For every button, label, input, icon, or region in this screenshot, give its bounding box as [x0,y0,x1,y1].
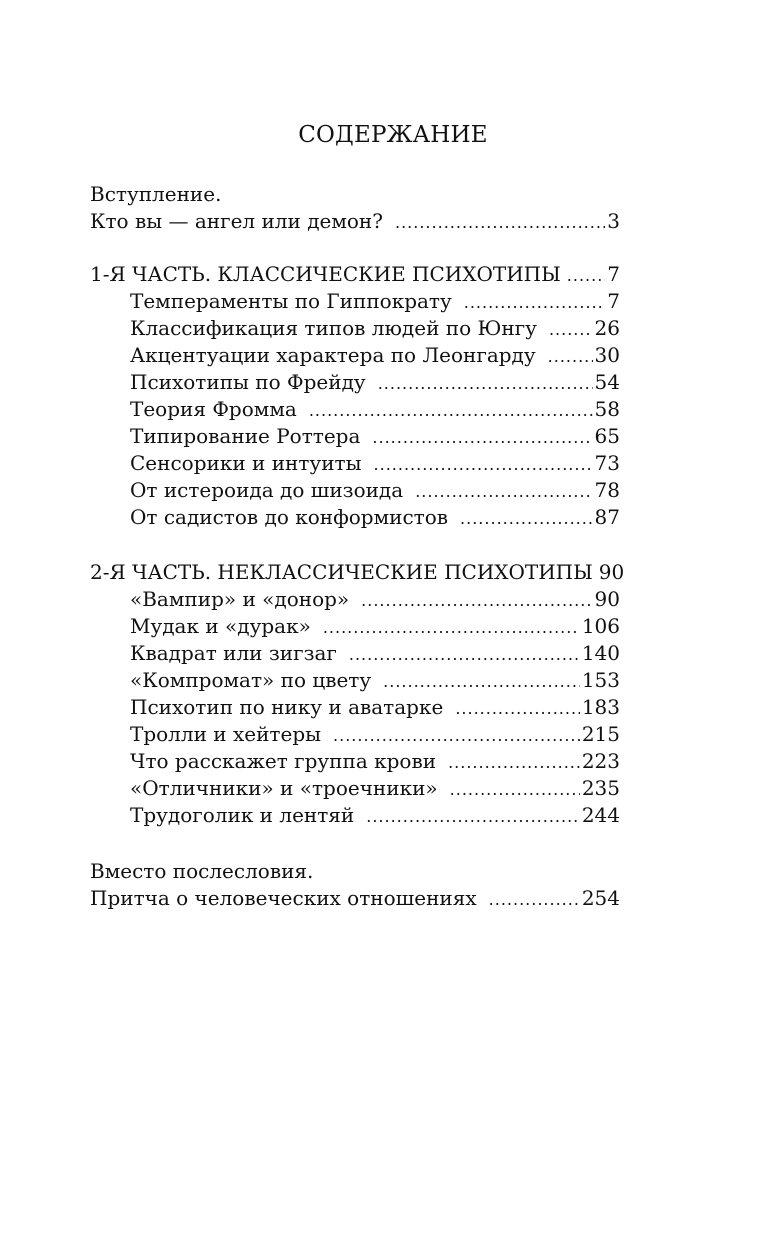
toc-entry-page: 223 [581,749,620,773]
page-title: СОДЕРЖАНИЕ [298,122,488,148]
toc-entry-label: Тролли и хейтеры [130,722,322,746]
toc-outro-heading-label: Вместо послесловия. [90,859,314,883]
toc-part-heading-page: 7 [607,262,620,286]
toc-entry-label: «Компромат» по цвету [130,668,372,692]
toc-part-heading-label: 2-Я ЧАСТЬ. НЕКЛАССИЧЕСКИЕ ПСИХОТИПЫ [90,560,593,584]
toc-entry-page: 26 [594,316,620,340]
toc-entry-label: Притча о человеческих отношениях [90,886,477,910]
toc-entry[interactable] [90,748,620,775]
dot-leader [464,289,606,316]
toc-entry[interactable] [90,802,620,829]
toc-entry-label: Теория Фромма [130,397,297,421]
toc-entry-label: Акцентуации характера по Леонгарду [130,343,536,367]
toc-entry-page: 65 [594,424,620,448]
toc-entry-label: От истероида до шизоида [130,478,404,502]
toc-entry-page: 7 [607,289,620,313]
toc-entry-label: Трудоголик и лентяй [130,803,355,827]
dot-leader [361,587,592,614]
toc-part1-section [90,261,620,531]
dot-leader [415,478,592,505]
toc-entry[interactable] [90,586,620,613]
toc-entry-page: 183 [581,695,620,719]
toc-entry-label: «Вампир» и «донор» [130,587,350,611]
toc-entry[interactable] [90,208,620,235]
toc-entry-page: 140 [581,641,620,665]
toc-entry-page: 30 [594,343,620,367]
toc-part2-section [90,559,625,829]
toc-intro-heading-label: Вступление. [90,182,222,206]
dot-leader [378,370,593,397]
dot-leader [448,749,580,776]
toc-entry-page: 244 [581,803,620,827]
toc-outro-section [90,858,620,912]
dot-leader [489,886,580,913]
toc-entry-label: Темпераменты по Гиппократу [130,289,452,313]
dot-leader [323,614,580,641]
toc-entry-page: 3 [607,209,620,233]
dot-leader [460,505,593,532]
toc-entry-label: Квадрат или зигзаг [130,641,337,665]
toc-entry-page: 78 [594,478,620,502]
toc-entry-page: 58 [594,397,620,421]
toc-entry-page: 235 [581,776,620,800]
toc-entry[interactable] [90,477,620,504]
dot-leader [333,722,580,749]
toc-part-heading-page: 90 [598,560,625,584]
toc-entry[interactable] [90,315,620,342]
dot-leader [450,776,580,803]
toc-entry[interactable] [90,694,620,721]
dot-leader [395,209,605,236]
dot-leader [549,316,593,343]
toc-part-heading[interactable] [90,559,625,586]
toc-outro-heading [90,858,620,885]
toc-part-heading[interactable] [90,261,620,288]
toc-entry-label: Что расскажет группа крови [130,749,437,773]
toc-entry[interactable] [90,423,620,450]
toc-entry[interactable] [90,885,620,912]
toc-entry-page: 254 [581,886,620,910]
toc-entry[interactable] [90,450,620,477]
toc-entry-page: 106 [581,614,620,638]
toc-entry[interactable] [90,288,620,315]
dot-leader [374,451,593,478]
toc-entry-label: Кто вы — ангел или демон? [90,209,383,233]
toc-entry[interactable] [90,775,620,802]
dot-leader [349,641,580,668]
toc-entry-label: Сенсорики и интуиты [130,451,362,475]
toc-entry[interactable] [90,396,620,423]
toc-entry-label: Типирование Роттера [130,424,361,448]
dot-leader [383,668,580,695]
toc-entry-label: Мудак и «дурак» [130,614,311,638]
toc-entry-label: Психотипы по Фрейду [130,370,366,394]
toc-intro-section [90,181,620,235]
dot-leader [309,397,593,424]
toc-entry-page: 153 [581,668,620,692]
toc-entry-page: 87 [594,505,620,529]
toc-entry[interactable] [90,667,620,694]
toc-entry[interactable] [90,721,620,748]
toc-entry[interactable] [90,504,620,531]
toc-entry-label: «Отличники» и «троечники» [130,776,438,800]
toc-intro-heading [90,181,620,208]
toc-entry[interactable] [90,369,620,396]
dot-leader [567,262,606,289]
toc-entry-page: 73 [594,451,620,475]
toc-entry-page: 90 [594,587,620,611]
dot-leader [548,343,593,370]
toc-entry-page: 215 [581,722,620,746]
toc-entry[interactable] [90,342,620,369]
dot-leader [455,695,580,722]
toc-entry[interactable] [90,640,620,667]
dot-leader [366,803,580,830]
toc-entry-label: Психотип по нику и аватарке [130,695,444,719]
toc-entry[interactable] [90,613,620,640]
toc-entry-page: 54 [594,370,620,394]
toc-entry-label: От садистов до конформистов [130,505,449,529]
dot-leader [372,424,592,451]
toc-part-heading-label: 1-Я ЧАСТЬ. КЛАССИЧЕСКИЕ ПСИХОТИПЫ [90,262,561,286]
toc-entry-label: Классификация типов людей по Юнгу [130,316,537,340]
